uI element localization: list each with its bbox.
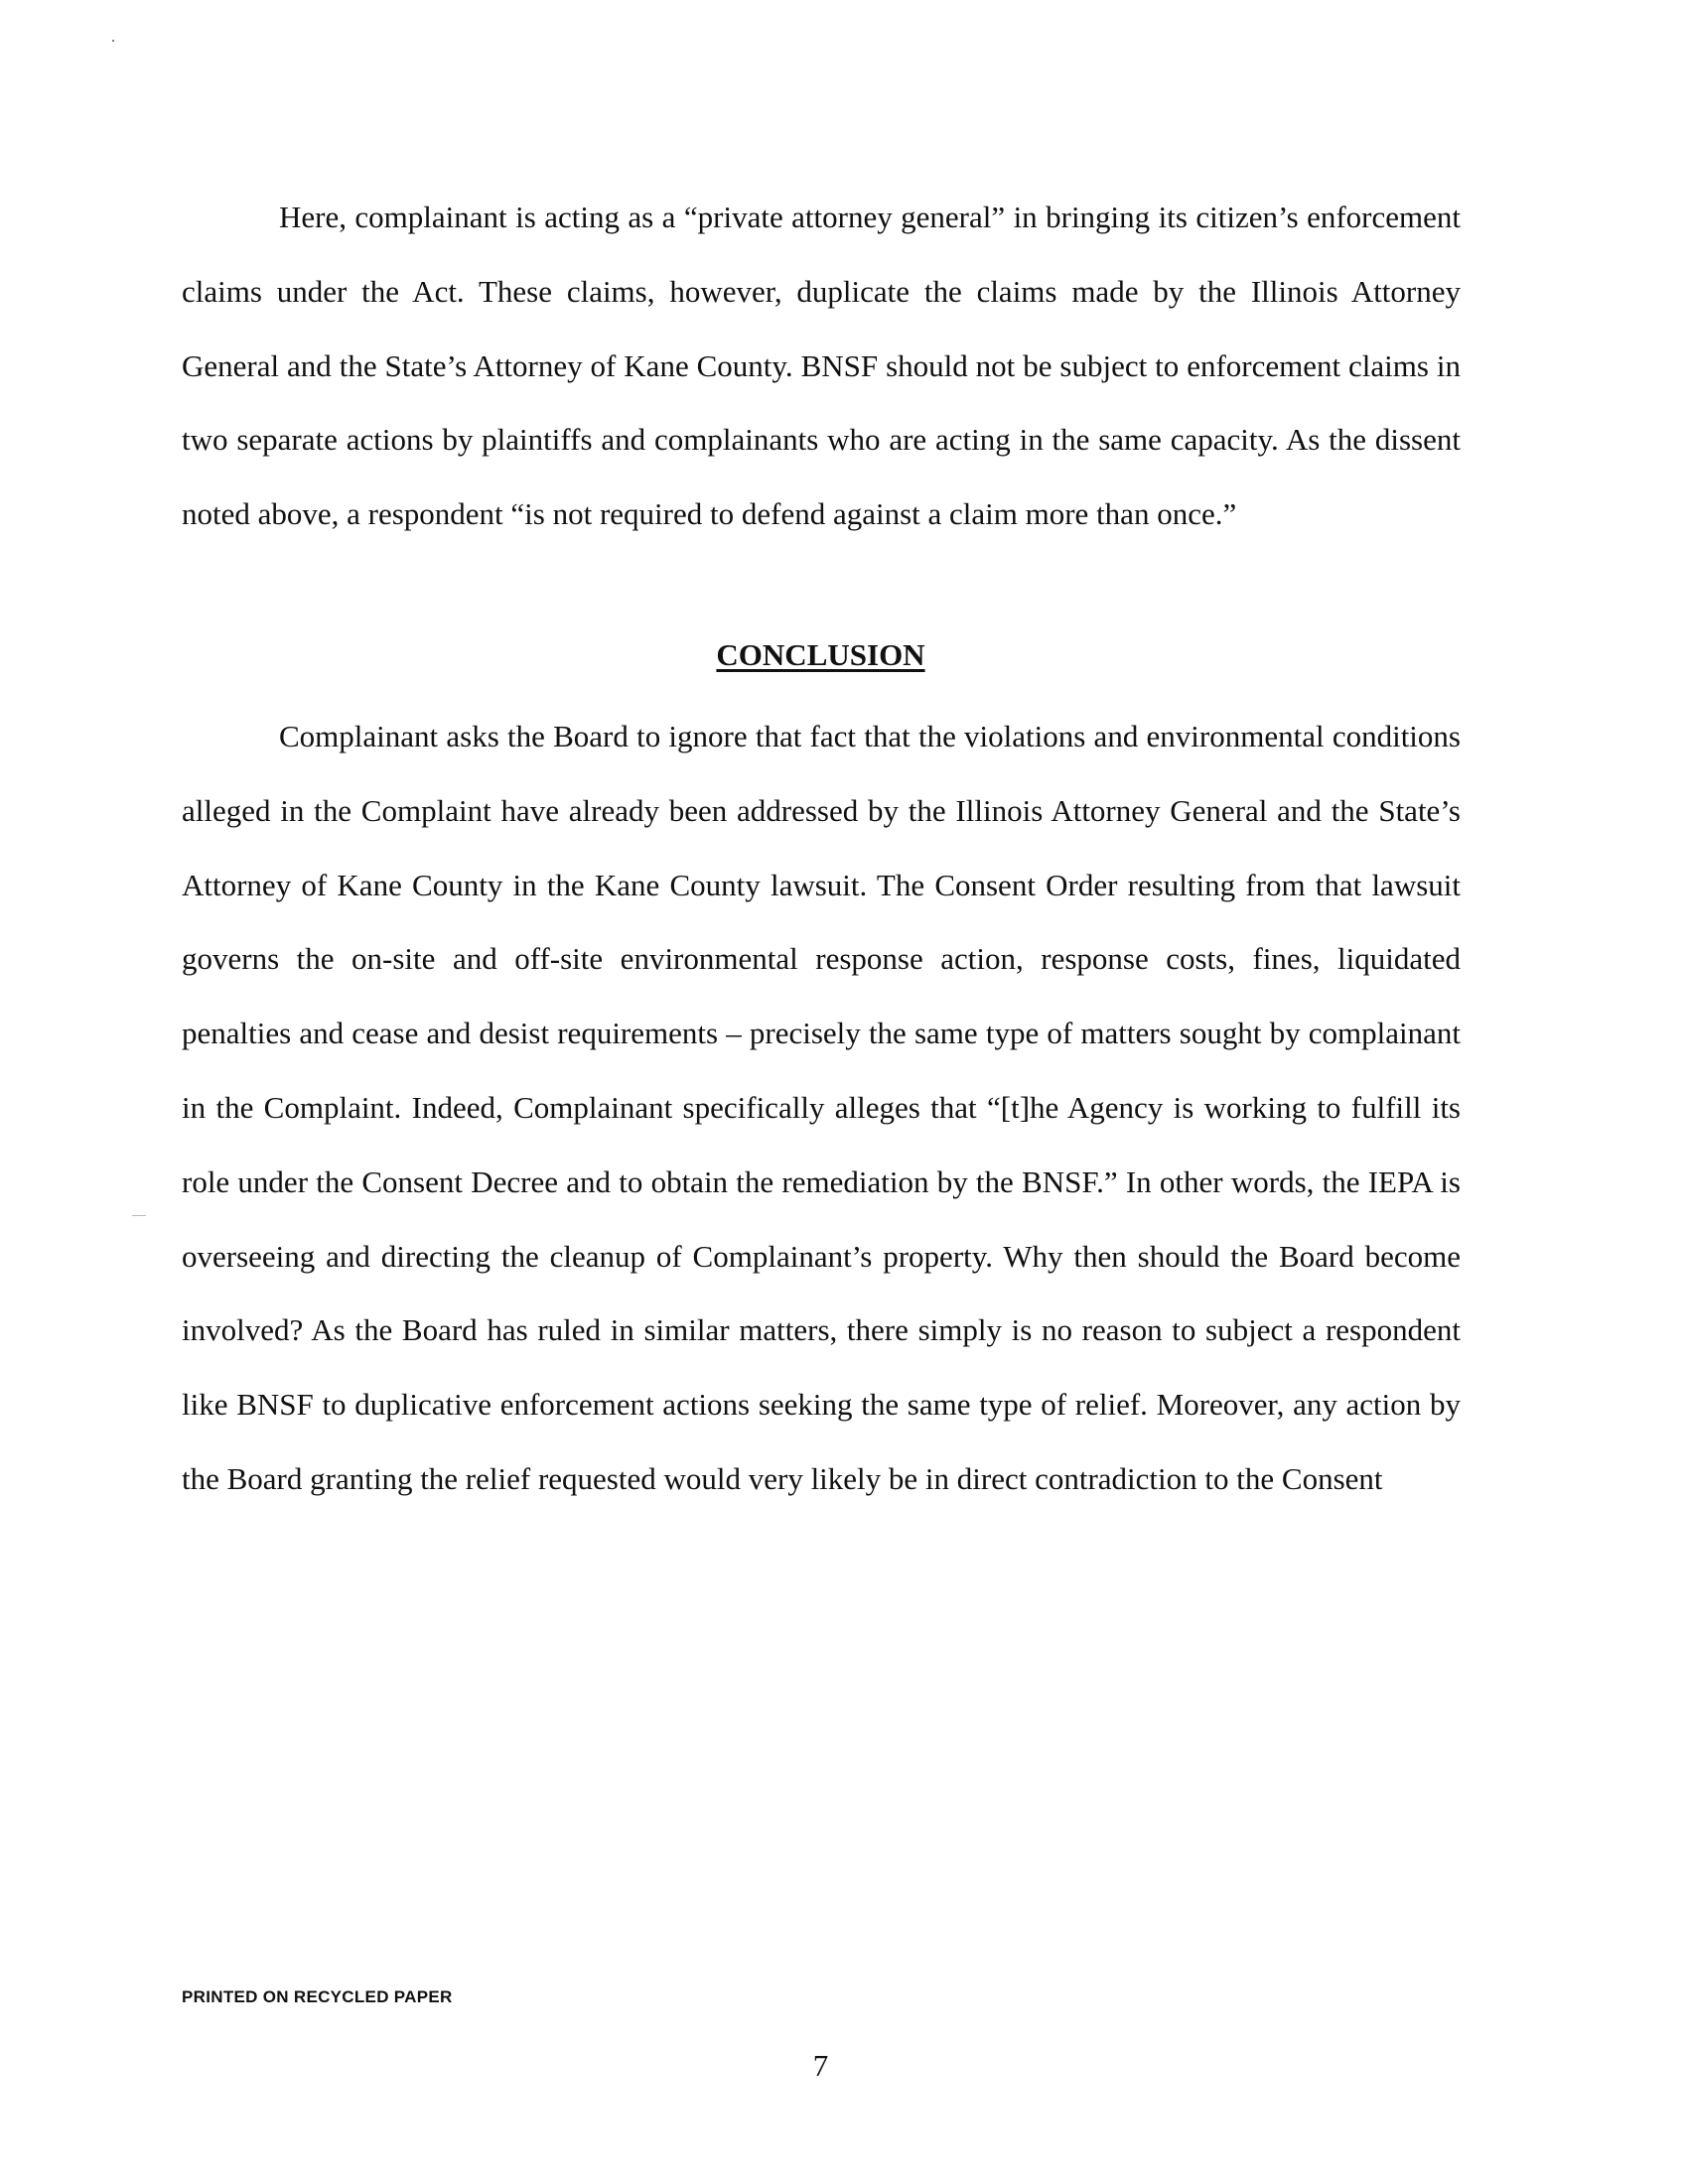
scan-speck [112,40,114,42]
section-heading-conclusion: CONCLUSION [716,637,925,672]
scan-margin-mark [132,1215,146,1216]
paragraph-text: Here, complainant is acting as a “private attorney general” in bringing its citizen’s enforcement claims under the Act. These claims, however, duplicate the claims made by the Illinois Attorney General and the State’s Attorney of Kane County. BNSF should not be subject to enforcement claims in two separate actions by plaintiffs and complainants who are acting in the same capacity. As the dissent noted above, a respondent “is not required to defend against a claim more than once.” [182,200,1461,532]
page-number: 7 [812,2048,829,2083]
paragraph-conclusion [182,700,1461,1517]
paragraph-private-attorney-general [182,181,1461,552]
paragraph-text: Complainant asks the Board to ignore that fact that the violations and environmental conditions alleged in the Complaint have already been addressed by the Illinois Attorney General and the State’s Attorney of Kane County in the Kane County lawsuit. The Consent Order resulting from that lawsuit governs the on-site and off-site environmental response action, response costs, fines, liquidated penalties and cease and desist requirements – precisely the same type of matters sought by complainant in the Complaint. Indeed, Complainant specifically alleges that “[t]he Agency is working to fulfill its role under the Consent Decree and to obtain the remediation by the BNSF.” In other words, the IEPA is overseeing and directing the cleanup of Complainant’s property. Why then should the Board become involved? As the Board has ruled in similar matters, there simply is no reason to subject a respondent like BNSF to duplicative enforcement actions seeking the same type of relief. Moreover, any action by the Board granting the relief requested would very likely be in direct contradiction to the Consent [182,719,1461,1496]
footer-recycled-paper-note: PRINTED ON RECYCLED PAPER [182,1987,453,2006]
